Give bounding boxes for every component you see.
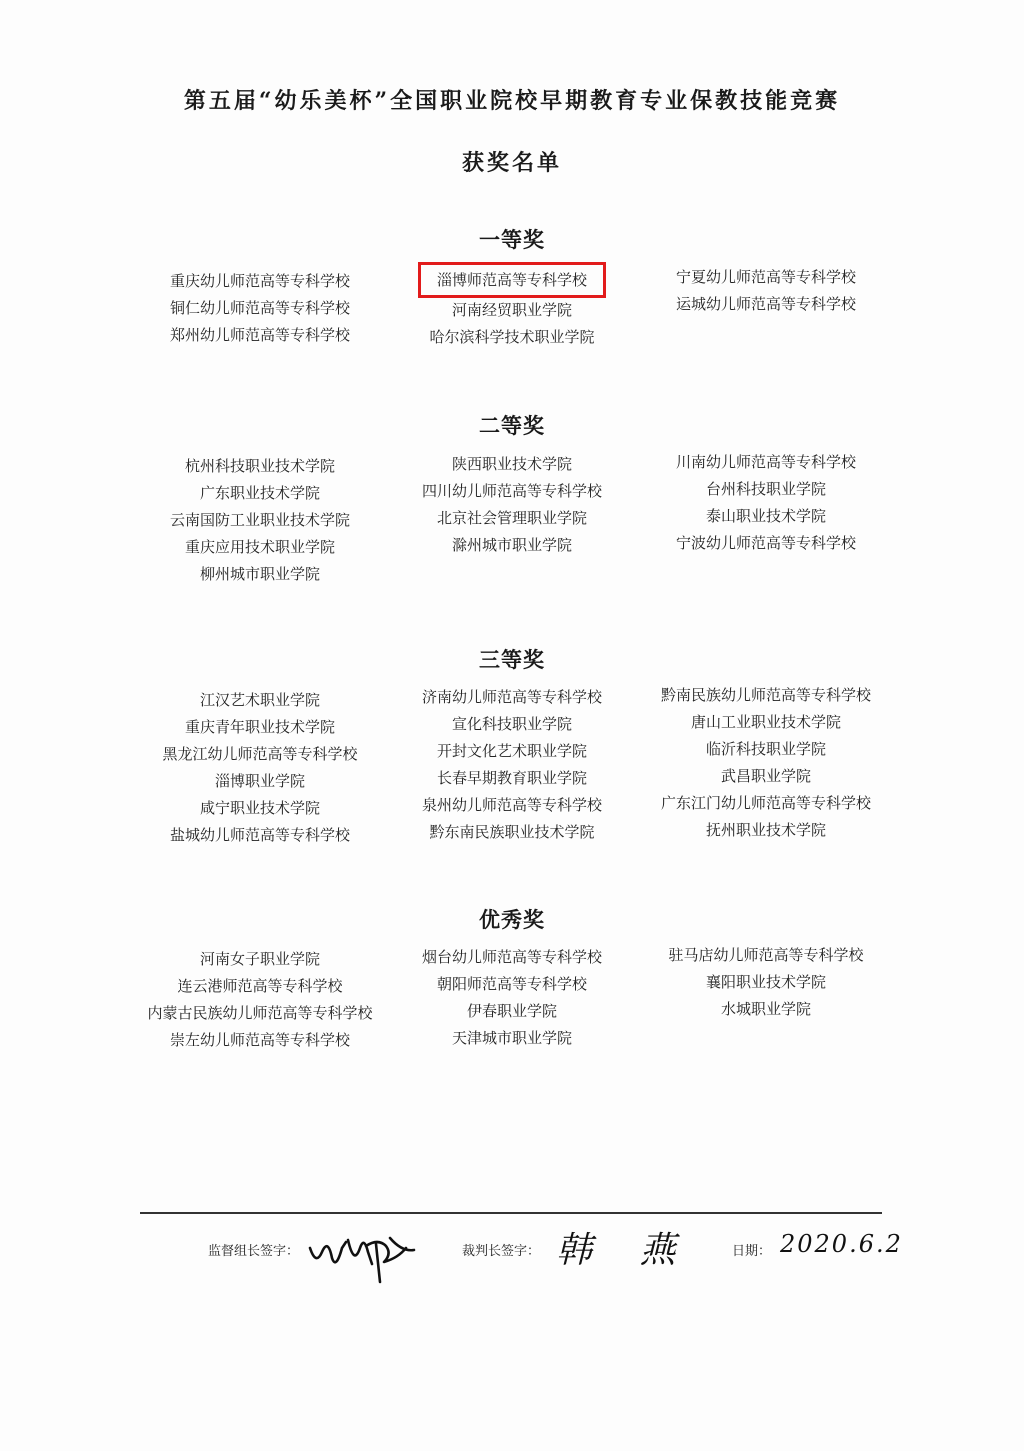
list-item: 连云港师范高等专科学校	[177, 977, 343, 995]
list-item: 云南国防工业职业技术学院	[169, 511, 350, 529]
list-item: 柳州城市职业学院	[199, 565, 320, 583]
list-item: 川南幼儿师范高等专科学校	[675, 453, 856, 471]
list-item: 四川幼儿师范高等专科学校	[421, 482, 602, 500]
first-prize-right-column	[616, 264, 916, 318]
document-subtitle: 获奖名单	[461, 150, 562, 176]
list-item: 广东职业技术学院	[199, 484, 320, 502]
list-item: 河南女子职业学院	[199, 950, 320, 968]
date-label: 日期：	[732, 1244, 772, 1259]
highlighted-school: 淄博师范高等专科学校	[418, 262, 606, 298]
excellent-prize-right-column	[616, 942, 916, 1023]
signature-divider	[140, 1212, 882, 1214]
list-item: 北京社会管理职业学院	[436, 509, 587, 527]
list-item: 宣化科技职业学院	[451, 715, 572, 733]
supervisor-signature	[306, 1218, 422, 1288]
list-item: 郑州幼儿师范高等专科学校	[169, 326, 350, 344]
supervisor-label: 监督组长签字：	[208, 1244, 300, 1259]
list-item: 伊春职业学院	[466, 1002, 557, 1020]
list-item: 泰山职业技术学院	[705, 507, 826, 525]
list-item: 黑龙江幼儿师范高等专科学校	[162, 745, 358, 763]
list-item: 淄博职业学院	[214, 772, 305, 790]
list-item: 唐山工业职业技术学院	[690, 713, 841, 731]
list-item: 重庆应用技术职业学院	[184, 538, 335, 556]
list-item: 烟台幼儿师范高等专科学校	[421, 948, 602, 966]
list-item: 崇左幼儿师范高等专科学校	[169, 1031, 350, 1049]
list-item: 临沂科技职业学院	[705, 740, 826, 758]
list-item: 铜仁幼儿师范高等专科学校	[169, 299, 350, 317]
list-item: 水城职业学院	[720, 1000, 811, 1018]
list-item: 滁州城市职业学院	[451, 536, 572, 554]
list-item: 宁波幼儿师范高等专科学校	[675, 534, 856, 552]
list-item: 驻马店幼儿师范高等专科学校	[668, 946, 864, 964]
list-item: 重庆青年职业技术学院	[184, 718, 335, 736]
list-item: 黔南民族幼儿师范高等专科学校	[660, 686, 871, 704]
list-item: 内蒙古民族幼儿师范高等专科学校	[147, 1004, 373, 1022]
list-item: 宁夏幼儿师范高等专科学校	[675, 268, 856, 286]
list-item: 天津城市职业学院	[451, 1029, 572, 1047]
second-prize-heading: 二等奖	[479, 414, 545, 438]
second-prize-right-column	[616, 449, 916, 557]
list-item: 河南经贸职业学院	[451, 301, 572, 319]
list-item: 长春早期教育职业学院	[436, 769, 587, 787]
list-item: 开封文化艺术职业学院	[436, 742, 587, 760]
list-item: 盐城幼儿师范高等专科学校	[169, 826, 350, 844]
list-item: 泉州幼儿师范高等专科学校	[421, 796, 602, 814]
judge-signature: 韩 燕	[556, 1230, 694, 1271]
third-prize-right-column	[616, 682, 916, 844]
third-prize-heading: 三等奖	[479, 648, 545, 672]
list-item: 咸宁职业技术学院	[199, 799, 320, 817]
list-item: 抚州职业技术学院	[705, 821, 826, 839]
list-item: 黔东南民族职业技术学院	[429, 823, 595, 841]
excellent-prize-heading: 优秀奖	[479, 908, 545, 932]
list-item: 朝阳师范高等专科学校	[436, 975, 587, 993]
list-item: 台州科技职业学院	[705, 480, 826, 498]
list-item: 运城幼儿师范高等专科学校	[675, 295, 856, 313]
judge-label: 裁判长签字：	[462, 1244, 541, 1259]
list-item: 江汉艺术职业学院	[199, 691, 320, 709]
list-item: 襄阳职业技术学院	[705, 973, 826, 991]
list-item: 广东江门幼儿师范高等专科学校	[660, 794, 871, 812]
list-item: 陕西职业技术学院	[451, 455, 572, 473]
document-title: 第五届“幼乐美杯”全国职业院校早期教育专业保教技能竞赛	[183, 88, 841, 114]
list-item: 济南幼儿师范高等专科学校	[421, 688, 602, 706]
list-item: 重庆幼儿师范高等专科学校	[169, 272, 350, 290]
list-item: 武昌职业学院	[720, 767, 811, 785]
list-item: 杭州科技职业技术学院	[184, 457, 335, 475]
list-item: 哈尔滨科学技术职业学院	[429, 328, 595, 346]
first-prize-heading: 一等奖	[479, 228, 545, 252]
date-value: 2020.6.2	[780, 1230, 903, 1258]
